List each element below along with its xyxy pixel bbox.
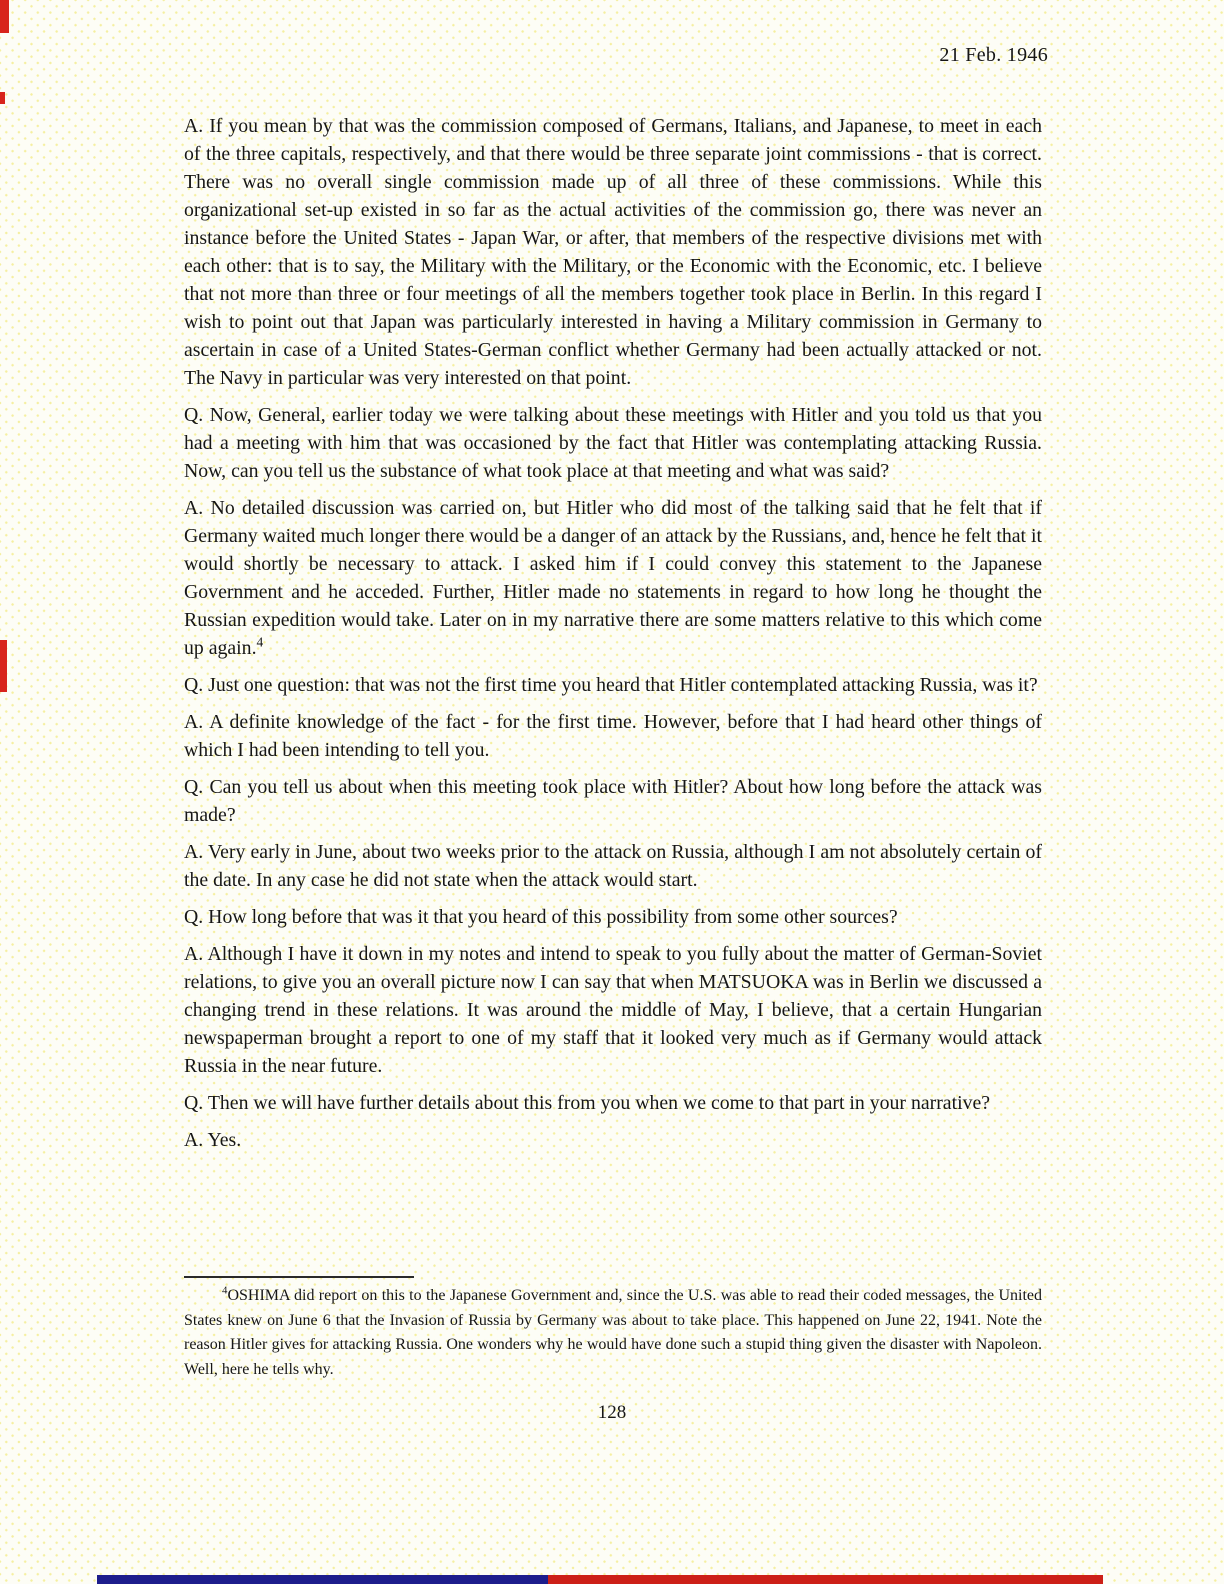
paragraph-text: Q. How long before that was it that you heard of this possibility from some other sources? <box>184 906 898 928</box>
paragraph-text: A. Although I have it down in my notes and intend to speak to you fully about the matter of German-Soviet relations, to give you an overall picture now I can say that when MATSUOKA was in Berlin we discussed a changing trend in these relations. It was around the middle of May, I believe, that a certain Hungarian newspaperman brought a report to one of my staff that it looked very much as if Germany would attack Russia in the near future. <box>184 943 1042 1077</box>
footnote-section <box>184 1276 1042 1382</box>
transcript-paragraph-q <box>184 401 1042 485</box>
page-number: 128 <box>597 1402 627 1423</box>
transcript-paragraph-q <box>184 903 1042 931</box>
header-date: 21 Feb. 1946 <box>939 44 1048 66</box>
footnote-rule <box>184 1276 414 1278</box>
footnote-reference: 4 <box>256 634 264 650</box>
paragraph-text: A. Very early in June, about two weeks prior to the attack on Russia, although I am not absolutely certain of the date. In any case he did not state when the attack would start. <box>184 841 1042 891</box>
footnote-body: OSHIMA did report on this to the Japanese Government and, since the U.S. was able to read their coded messages, the United States knew on June 6 that the Invasion of Russia by Germany was about to take place. This happened on June 22, 1941. Note the reason Hitler gives for attacking Russia. One wonders why he would have done such a stupid thing given the disaster with Napoleon. Well, here he tells why. <box>184 1287 1042 1378</box>
paragraph-text: Q. Can you tell us about when this meeting took place with Hitler? About how long before the attack was made? <box>184 776 1042 826</box>
paragraph-text: Q. Then we will have further details about this from you when we come to that part in your narrative? <box>184 1092 991 1114</box>
paragraph-text: A. If you mean by that was the commission composed of Germans, Italians, and Japanese, to meet in each of the three capitals, respectively, and that there would be three separate joint commissions - that is correct. There was no overall single commission made up of all three of these commissions. While this organizational set-up existed in so far as the actual activities of the commission go, there was never an instance before the United States - Japan War, or after, that members of the respective divisions met with each other: that is to say, the Military with the Military, or the Economic with the Economic, etc. I believe that not more than three or four meetings of all the members together took place in Berlin. In this regard I wish to point out that Japan was particularly interested in having a Military commission in Germany to ascertain in case of a United States-German conflict whether Germany had been actually attacked or not. The Navy in particular was very interested on that point. <box>184 115 1042 389</box>
paragraph-text: Q. Now, General, earlier today we were talking about these meetings with Hitler and you told us that you had a meeting with him that was occasioned by the fact that Hitler was contemplating attacking Russia. Now, can you tell us the substance of what took place at that meeting and what was said? <box>184 404 1042 482</box>
transcript-paragraph-a <box>184 708 1042 764</box>
scan-mark-left-bar <box>0 640 7 692</box>
footnote-marker: 4 <box>222 1284 228 1297</box>
transcript-paragraph-a <box>184 112 1042 392</box>
transcript-body <box>184 112 1042 1163</box>
transcript-paragraph-q <box>184 1089 1042 1117</box>
paragraph-text: A. No detailed discussion was carried on, but Hitler who did most of the talking said that he felt that if Germany waited much longer there would be a danger of an attack by the Russians, and, hence he felt that it would shortly be necessary to attack. I asked him if I could convey this statement to the Japanese Government and he acceded. Further, Hitler made no statements in regard to how long he thought the Russian expedition would take. Later on in my narrative there are some matters relative to this which come up again. <box>184 497 1042 659</box>
scan-mark-bottom-red-bar <box>548 1575 1103 1584</box>
transcript-paragraph-a <box>184 838 1042 894</box>
transcript-paragraph-a <box>184 940 1042 1080</box>
transcript-paragraph-a <box>184 1126 1042 1154</box>
transcript-paragraph-q <box>184 671 1042 699</box>
paragraph-text: Q. Just one question: that was not the first time you heard that Hitler contemplated attacking Russia, was it? <box>184 674 1038 696</box>
paragraph-text: A. Yes. <box>184 1129 242 1151</box>
transcript-paragraph-a <box>184 494 1042 662</box>
scan-mark-left-small <box>0 92 5 104</box>
paragraph-text: A. A definite knowledge of the fact - for the first time. However, before that I had heard other things of which I had been intending to tell you. <box>184 711 1042 761</box>
footnote-text <box>184 1284 1042 1382</box>
transcript-paragraph-q <box>184 773 1042 829</box>
scan-mark-bottom-blue-bar <box>97 1575 548 1584</box>
scan-mark-top-left <box>0 0 9 33</box>
